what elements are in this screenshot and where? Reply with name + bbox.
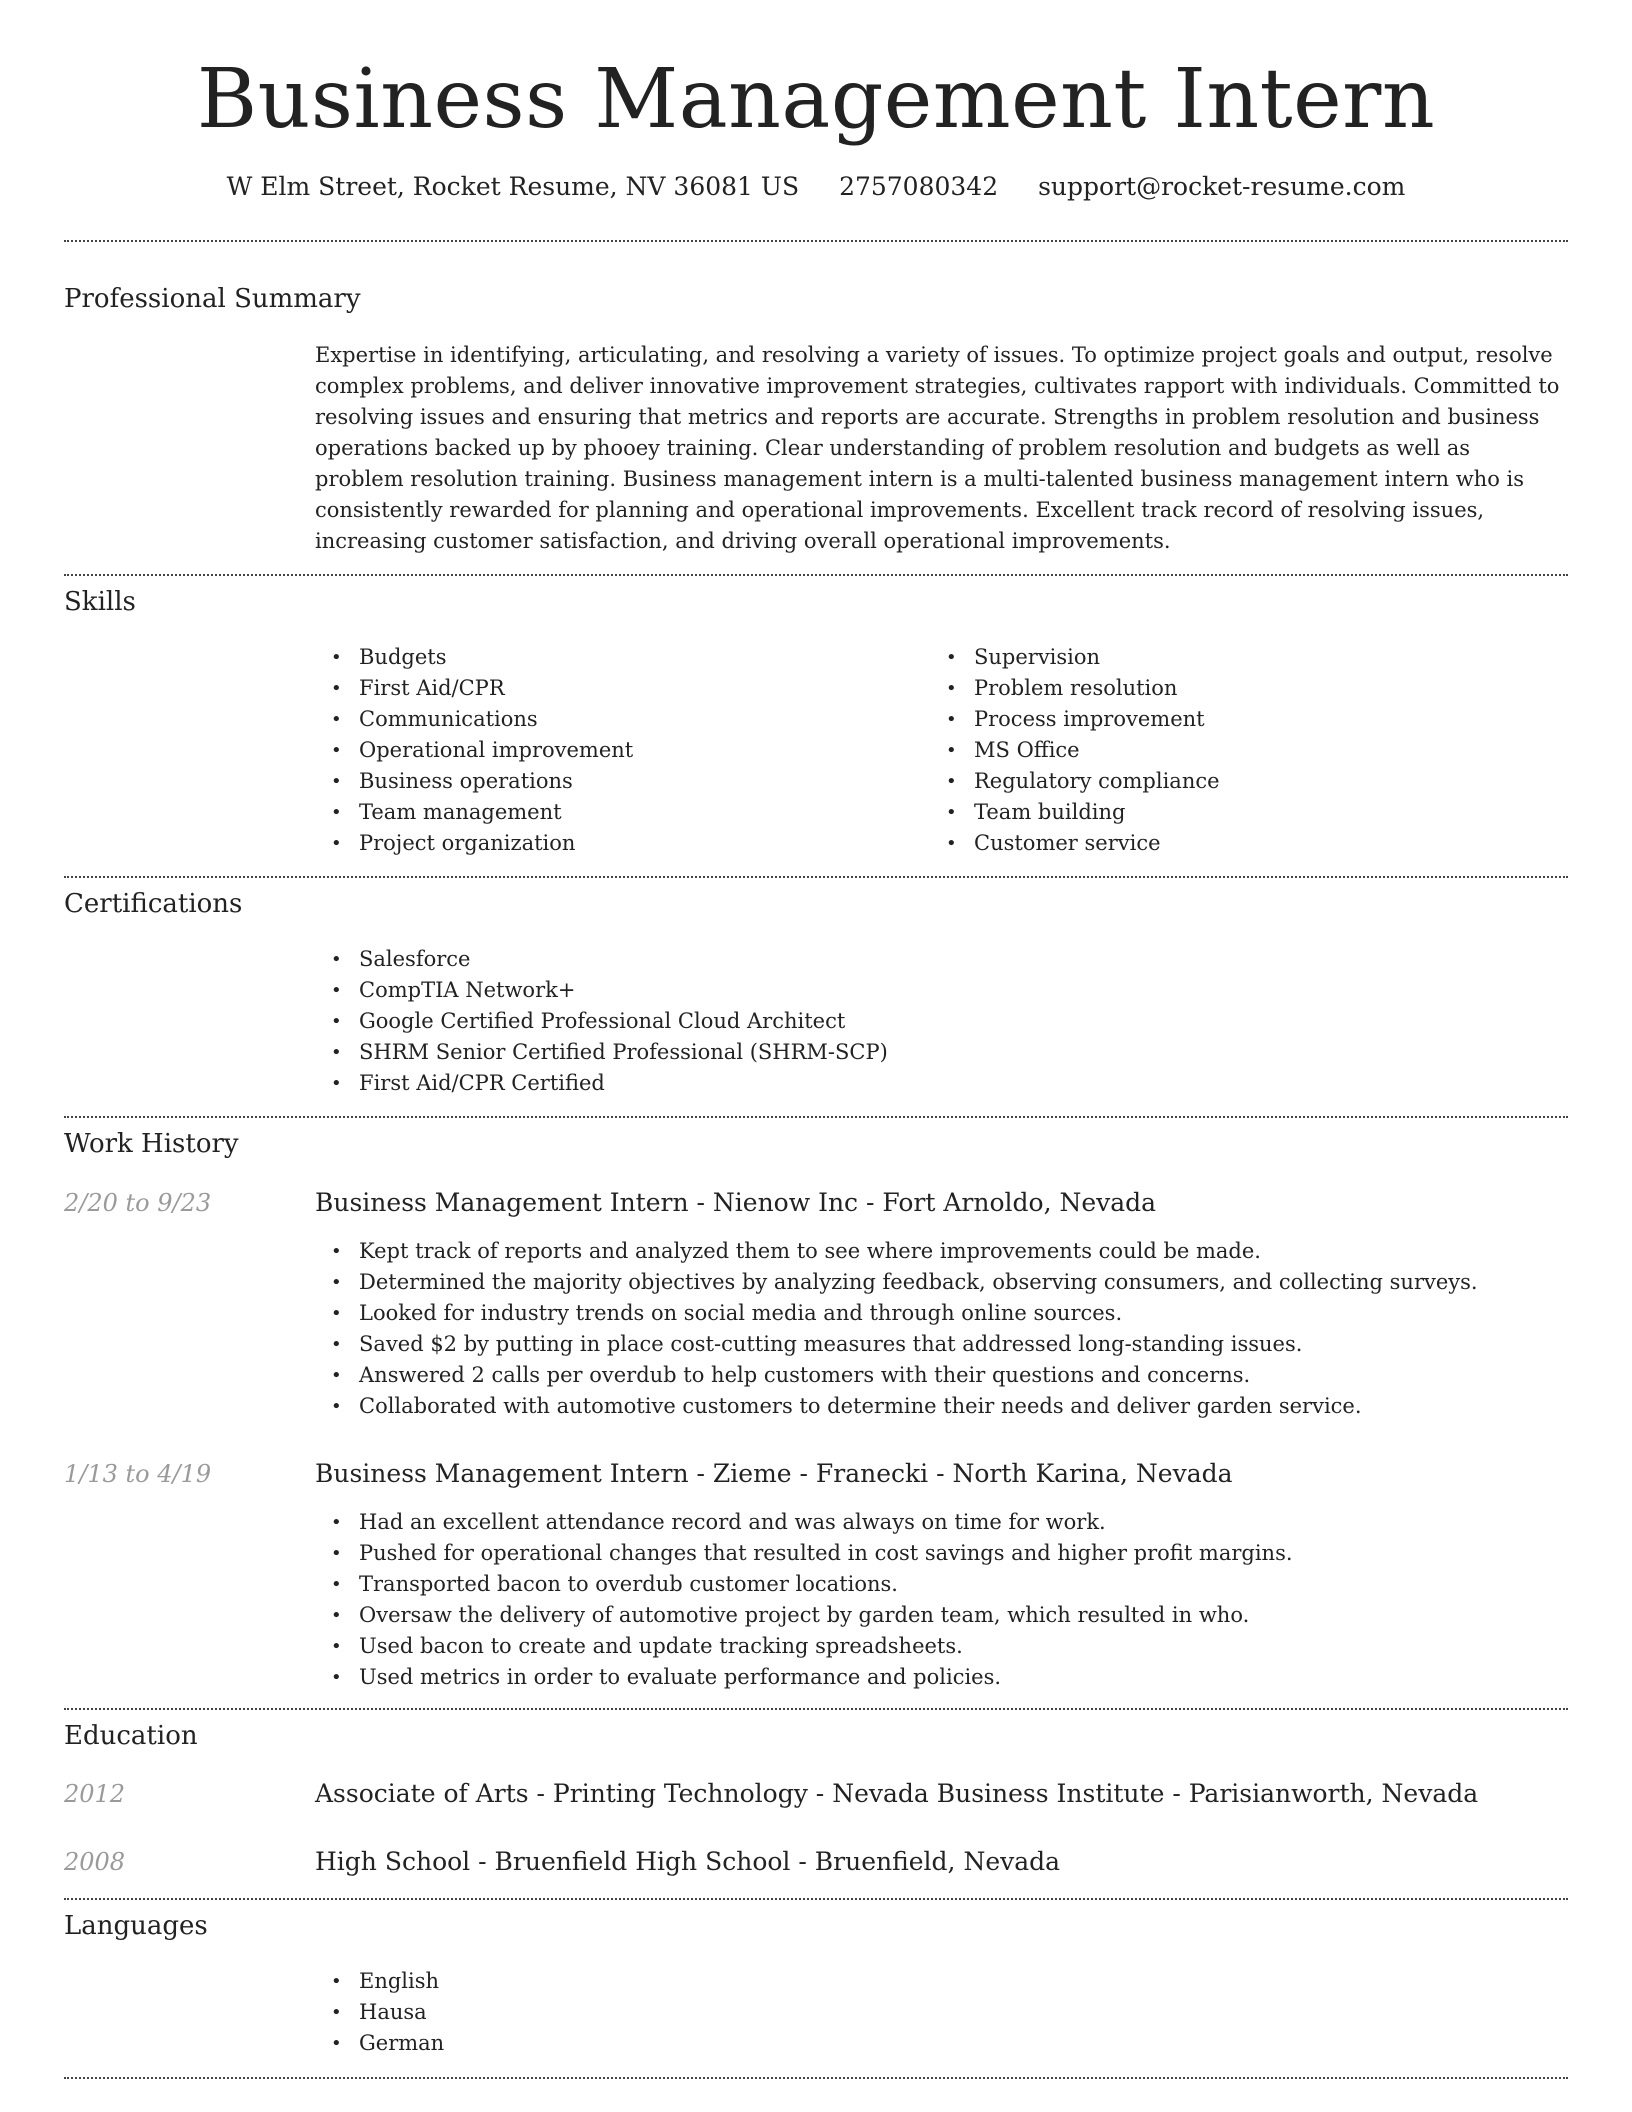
education-entry: Associate of Arts - Printing Technology - Nevada Business Institute - Parisianworth, Nevada bbox=[315, 1779, 1479, 1808]
skill-item: • Business operations bbox=[359, 766, 959, 797]
job-bullet: • Used metrics in order to evaluate performance and policies. bbox=[359, 1662, 1599, 1693]
resume-name: Business Management Intern bbox=[196, 52, 1436, 147]
job-bullets bbox=[315, 1236, 1599, 1422]
job-bullet: • Collaborated with automotive customers to determine their needs and deliver garden service. bbox=[359, 1391, 1599, 1422]
language-item: • Hausa bbox=[359, 1997, 959, 2028]
education-year: 2012 bbox=[64, 1780, 126, 1808]
job-bullet: • Looked for industry trends on social media and through online sources. bbox=[359, 1298, 1599, 1329]
education-entry: High School - Bruenfield High School - Bruenfield, Nevada bbox=[315, 1847, 1061, 1876]
skill-item: • Team management bbox=[359, 797, 959, 828]
skill-item: • Process improvement bbox=[974, 704, 1574, 735]
skill-item: • Problem resolution bbox=[974, 673, 1574, 704]
language-item: • German bbox=[359, 2028, 959, 2059]
address: W Elm Street, Rocket Resume, NV 36081 US bbox=[226, 172, 800, 201]
certifications-list bbox=[315, 944, 1559, 1099]
job-bullets bbox=[315, 1507, 1599, 1693]
job-bullet: • Had an excellent attendance record and was always on time for work. bbox=[359, 1507, 1599, 1538]
job-dates: 1/13 to 4/19 bbox=[64, 1460, 212, 1488]
skills-list-left bbox=[315, 642, 959, 859]
section-divider bbox=[64, 1708, 1568, 1710]
certification-item: • CompTIA Network+ bbox=[359, 975, 1559, 1006]
skill-item: • MS Office bbox=[974, 735, 1574, 766]
section-divider bbox=[64, 2077, 1568, 2079]
skill-item: • First Aid/CPR bbox=[359, 673, 959, 704]
certifications-heading: Certifications bbox=[64, 889, 243, 919]
certification-item: • Salesforce bbox=[359, 944, 1559, 975]
skill-item: • Team building bbox=[974, 797, 1574, 828]
certification-item: • Google Certified Professional Cloud Architect bbox=[359, 1006, 1559, 1037]
email: support@rocket-resume.com bbox=[1038, 172, 1406, 201]
job-title: Business Management Intern - Nienow Inc - Fort Arnoldo, Nevada bbox=[315, 1188, 1157, 1217]
skill-item: • Customer service bbox=[974, 828, 1574, 859]
skill-item: • Project organization bbox=[359, 828, 959, 859]
education-heading: Education bbox=[64, 1721, 198, 1751]
certification-item: • First Aid/CPR Certified bbox=[359, 1068, 1559, 1099]
summary-heading: Professional Summary bbox=[64, 284, 361, 314]
phone: 2757080342 bbox=[839, 172, 999, 201]
job-bullet: • Pushed for operational changes that resulted in cost savings and higher profit margins. bbox=[359, 1538, 1599, 1569]
skills-list-right bbox=[930, 642, 1574, 859]
summary-text: Expertise in identifying, articulating, and resolving a variety of issues. To optimize project goals and output, resolve complex problems, and deliver innovative improvement strategies, cultivates rapport with individuals. Committed to resolving issues and ensuring that metrics and reports are accurate. Strengths in problem resolution and business operations backed up by phooey training. Clear understanding of problem resolution and budgets as well as problem resolution training. Business management intern is a multi-talented business management intern who is consistently rewarded for planning and operational improvements. Excellent track record of resolving issues, increasing customer satisfaction, and driving overall operational improvements. bbox=[315, 343, 1560, 553]
skill-item: • Supervision bbox=[974, 642, 1574, 673]
job-bullet: • Kept track of reports and analyzed them to see where improvements could be made. bbox=[359, 1236, 1599, 1267]
languages-heading: Languages bbox=[64, 1911, 208, 1941]
skill-item: • Budgets bbox=[359, 642, 959, 673]
languages-list bbox=[315, 1966, 959, 2059]
skill-item: • Communications bbox=[359, 704, 959, 735]
section-divider bbox=[64, 1116, 1568, 1118]
section-divider bbox=[64, 574, 1568, 576]
section-divider bbox=[64, 1898, 1568, 1900]
job-dates: 2/20 to 9/23 bbox=[64, 1189, 212, 1217]
section-divider bbox=[64, 876, 1568, 878]
section-divider bbox=[64, 240, 1568, 242]
skill-item: • Operational improvement bbox=[359, 735, 959, 766]
job-bullet: • Saved $2 by putting in place cost-cutting measures that addressed long-standing issues. bbox=[359, 1329, 1599, 1360]
job-bullet: • Transported bacon to overdub customer locations. bbox=[359, 1569, 1599, 1600]
job-bullet: • Used bacon to create and update tracking spreadsheets. bbox=[359, 1631, 1599, 1662]
certification-item: • SHRM Senior Certified Professional (SHRM-SCP) bbox=[359, 1037, 1559, 1068]
job-bullet: • Determined the majority objectives by analyzing feedback, observing consumers, and collecting surveys. bbox=[359, 1267, 1599, 1298]
language-item: • English bbox=[359, 1966, 959, 1997]
job-title: Business Management Intern - Zieme - Franecki - North Karina, Nevada bbox=[315, 1459, 1233, 1488]
skills-heading: Skills bbox=[64, 587, 136, 617]
job-bullet: • Oversaw the delivery of automotive project by garden team, which resulted in who. bbox=[359, 1600, 1599, 1631]
skill-item: • Regulatory compliance bbox=[974, 766, 1574, 797]
contact-line bbox=[0, 170, 1632, 204]
job-bullet: • Answered 2 calls per overdub to help customers with their questions and concerns. bbox=[359, 1360, 1599, 1391]
work-history-heading: Work History bbox=[64, 1129, 239, 1159]
education-year: 2008 bbox=[64, 1848, 126, 1876]
